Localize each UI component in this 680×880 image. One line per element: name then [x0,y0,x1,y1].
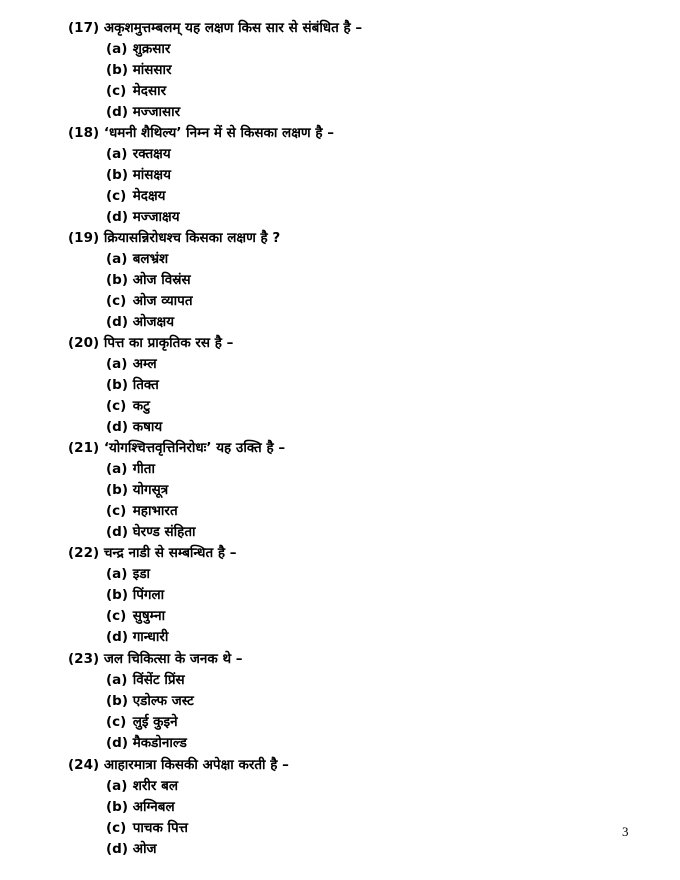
question-title [68,123,628,144]
option-text: ओज विस्रंस [132,272,191,288]
option-text: मांससार [132,62,172,78]
option-label: (c) [106,503,127,519]
option-text: पिंगला [132,587,165,603]
question-23 [68,649,628,754]
question-number: (20) [68,335,100,351]
option-label: (c) [106,293,127,309]
option-b [68,691,628,712]
option-text: सुषुम्ना [132,608,166,624]
option-d [68,839,628,860]
question-17 [68,18,628,123]
option-b [68,165,628,186]
option-text: मेदक्षय [132,188,166,204]
option-text: ओज व्यापत [132,293,193,309]
question-text: चन्द्र नाडी से सम्बन्धित है – [103,545,237,561]
option-d [68,312,628,333]
question-24 [68,755,628,860]
option-c [68,712,628,733]
question-text: क्रियासन्निरोधश्च किसका लक्षण है ? [103,230,281,246]
question-text: ‘धमनी शैथिल्य’ निम्न में से किसका लक्षण है – [103,125,334,141]
option-a [68,249,628,270]
question-text: ‘योगश्चित्तवृत्तिनिरोधः’ यह उक्ति है – [103,440,286,456]
question-number: (23) [68,651,100,667]
option-d [68,627,628,648]
option-text: विंसेंट प्रिंस [132,672,185,688]
option-text: मज्जासार [132,104,181,120]
option-label: (b) [106,272,129,288]
option-text: शरीर बल [132,778,178,794]
option-text: मज्जाक्षय [132,209,180,225]
option-label: (d) [106,629,129,645]
option-text: तिक्त [132,377,159,393]
option-label: (d) [106,104,129,120]
option-b [68,375,628,396]
option-b [68,60,628,81]
option-d [68,733,628,754]
option-label: (c) [106,714,127,730]
option-text: अग्निबल [132,799,175,815]
option-text: एडोल्फ जस्ट [132,693,194,709]
option-a [68,670,628,691]
option-label: (b) [106,587,129,603]
option-label: (c) [106,398,127,414]
option-label: (b) [106,167,129,183]
option-text: पाचक पित्त [132,820,189,836]
option-c [68,501,628,522]
option-label: (d) [106,735,129,751]
option-label: (c) [106,608,127,624]
page-number: 3 [622,824,629,839]
option-label: (b) [106,799,129,815]
question-text: आहारमात्रा किसकी अपेक्षा करती है – [103,757,289,773]
option-text: ओज [132,841,157,857]
option-label: (c) [106,83,127,99]
option-a [68,39,628,60]
option-c [68,81,628,102]
option-c [68,606,628,627]
question-20 [68,333,628,438]
option-d [68,102,628,123]
option-text: रक्तक्षय [132,146,171,162]
option-text: योगसूत्र [132,482,169,498]
option-c [68,291,628,312]
option-label: (a) [106,566,128,582]
question-text: पित्त का प्राकृतिक रस है – [103,335,234,351]
option-label: (d) [106,419,129,435]
option-b [68,585,628,606]
option-a [68,144,628,165]
option-c [68,396,628,417]
option-text: कषाय [132,419,163,435]
option-label: (a) [106,461,128,477]
option-text: अम्ल [132,356,157,372]
question-text: जल चिकित्सा के जनक थे – [103,651,243,667]
option-label: (b) [106,377,129,393]
question-title [68,333,628,354]
question-19 [68,228,628,333]
option-a [68,459,628,480]
question-21 [68,438,628,543]
option-text: मैकडोनाल्ड [132,735,187,751]
option-text: लुई कुइने [132,714,178,730]
question-22 [68,543,628,648]
option-text: बलभ्रंश [132,251,169,267]
option-text: गीता [132,461,155,477]
option-label: (c) [106,188,127,204]
option-b [68,797,628,818]
question-18 [68,123,628,228]
option-label: (b) [106,62,129,78]
question-text: अकृशमुत्तम्बलम् यह लक्षण किस सार से संबंधित है – [103,20,363,36]
option-a [68,564,628,585]
question-title [68,18,628,39]
option-a [68,354,628,375]
option-d [68,522,628,543]
option-text: मांसक्षय [132,167,171,183]
question-number: (21) [68,440,100,456]
question-number: (17) [68,20,100,36]
option-label: (d) [106,314,129,330]
option-b [68,270,628,291]
option-text: मेदसार [132,83,167,99]
option-text: महाभारत [132,503,178,519]
option-text: घेरण्ड संहिता [132,524,196,540]
question-title [68,438,628,459]
option-label: (d) [106,209,129,225]
option-text: ओजक्षय [132,314,175,330]
option-d [68,417,628,438]
option-label: (a) [106,41,128,57]
option-label: (a) [106,146,128,162]
option-label: (c) [106,820,127,836]
question-number: (19) [68,230,100,246]
option-c [68,818,628,839]
question-number: (22) [68,545,100,561]
option-text: शुक्रसार [132,41,171,57]
option-label: (d) [106,841,129,857]
option-label: (d) [106,524,129,540]
question-title [68,228,628,249]
question-number: (18) [68,125,100,141]
option-text: इडा [132,566,151,582]
option-text: कटु [132,398,150,414]
option-label: (b) [106,482,129,498]
option-label: (a) [106,778,128,794]
option-label: (a) [106,672,128,688]
option-a [68,776,628,797]
option-b [68,480,628,501]
option-label: (b) [106,693,129,709]
option-label: (a) [106,251,128,267]
option-label: (a) [106,356,128,372]
question-title [68,543,628,564]
question-title [68,755,628,776]
option-c [68,186,628,207]
option-d [68,207,628,228]
question-title [68,649,628,670]
option-text: गान्धारी [132,629,169,645]
question-number: (24) [68,757,100,773]
